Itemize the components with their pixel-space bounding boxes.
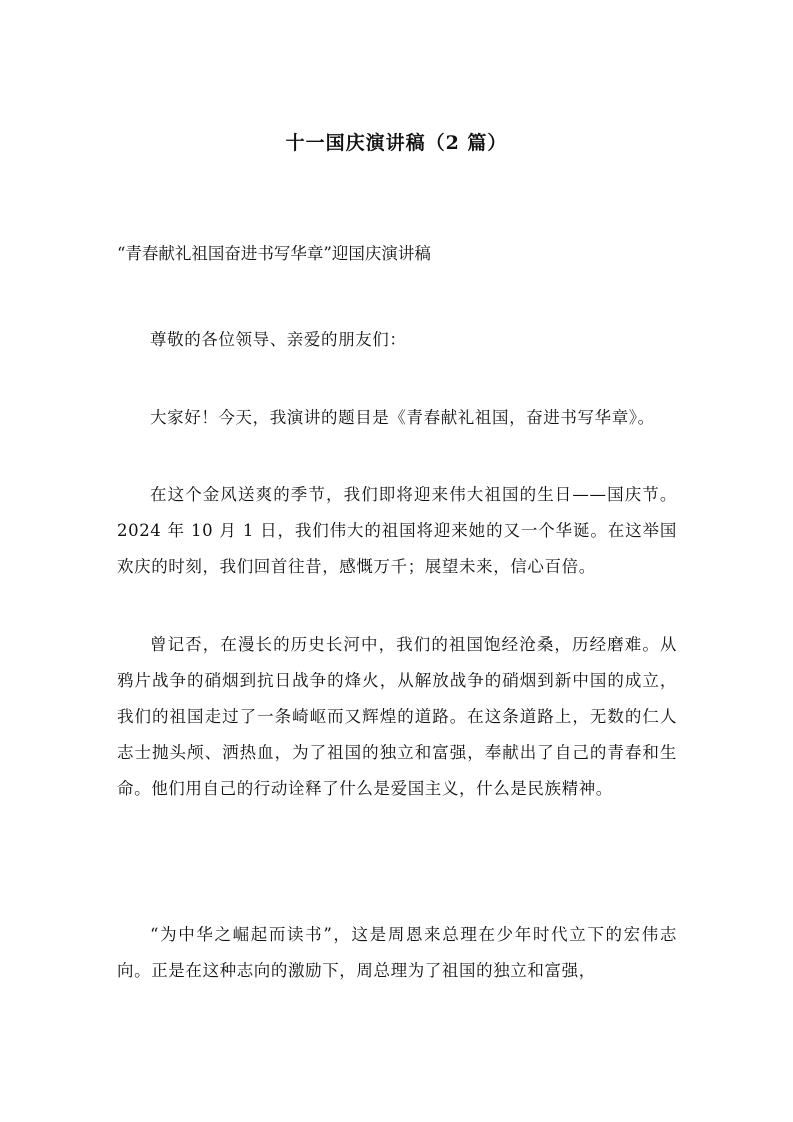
paragraph-greeting: 尊敬的各位领导、亲爱的朋友们：	[150, 330, 407, 349]
page-title: 十一国庆演讲稿（2 篇）	[285, 132, 508, 154]
paragraph-intro: 大家好！今天，我演讲的题目是《青春献礼祖国，奋进书写华章》。	[150, 408, 655, 427]
speech-subtitle: “青春献礼祖国奋进书写华章”迎国庆演讲稿	[117, 244, 431, 263]
paragraph-zhou-enlai: “为中华之崛起而读书”，这是周恩来总理在少年时代立下的宏伟志向。正是在这种志向的激励下，周总理为了祖国的独立和富强，	[117, 925, 677, 980]
paragraph-national-day: 在这个金风送爽的季节，我们即将迎来伟大祖国的生日——国庆节。2024 年 10 月 1 日，我们伟大的祖国将迎来她的又一个华诞。在这举国欢庆的时刻，我们回首往昔，感慨万千；展望未来，信心百倍。	[117, 485, 677, 576]
paragraph-history: 曾记否，在漫长的历史长河中，我们的祖国饱经沧桑，历经磨难。从鸦片战争的硝烟到抗日战争的烽火，从解放战争的硝烟到新中国的成立，我们的祖国走过了一条崎岖而又辉煌的道路。在这条道路上，无数的仁人志士抛头颅、洒热血，为了祖国的独立和富强，奉献出了自己的青春和生命。他们用自己的行动诠释了什么是爱国主义，什么是民族精神。	[117, 635, 677, 798]
